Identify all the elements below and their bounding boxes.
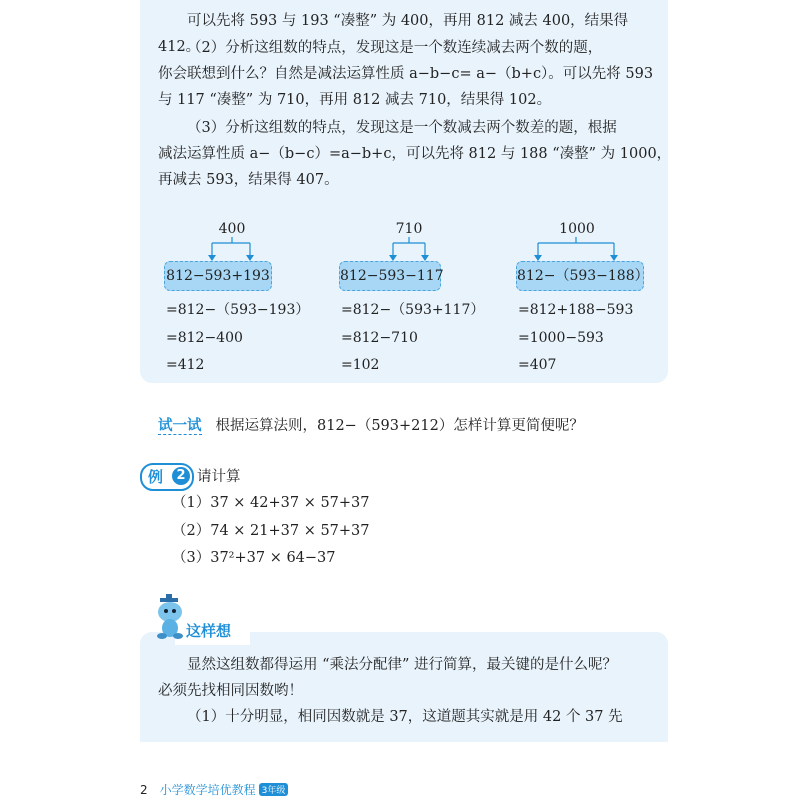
calc-diagram-3 — [514, 215, 684, 380]
expression-box: 812−（593−188） — [516, 261, 644, 291]
calc-diagram-1 — [162, 215, 332, 380]
page-number: 2 — [140, 783, 148, 797]
rounded-sum: 400 — [218, 221, 246, 237]
calc-step: =812−（593−193） — [166, 302, 310, 318]
calc-step: =412 — [166, 357, 205, 373]
rounded-sum: 1000 — [559, 221, 595, 237]
problem-item: （2）74 × 21+37 × 57+37 — [172, 522, 370, 539]
try-it-question: 根据运算法则，812−（593+212）怎样计算更简便呢？ — [215, 418, 584, 434]
calc-steps — [518, 297, 633, 380]
grade-badge: 3年级 — [259, 783, 289, 796]
book-title: 小学数学培优教程 — [159, 783, 256, 797]
calc-step: =812−（593+117） — [341, 302, 485, 318]
solution-paragraph-1: 可以先将 593 与 193 “凑整” 为 400，再用 812 减去 400，结果得 412。 — [158, 13, 629, 55]
example-badge — [140, 463, 194, 491]
page-footer — [140, 781, 288, 798]
calc-step: =1000−593 — [518, 329, 604, 346]
calc-step: =102 — [341, 357, 380, 373]
calc-diagram-2 — [337, 215, 507, 380]
calc-step: =407 — [518, 357, 557, 373]
think-paragraph: 显然这组数都得运用 “乘法分配律” 进行简算，最关键的是什么呢？ 必须先找相同因数哟！ （1）十分明显，相同因数就是 37，这道题其实就是用 42 个 37 先 — [158, 657, 623, 725]
expression-box: 812−593+193 — [164, 261, 272, 291]
calc-steps — [166, 297, 309, 380]
solution-paragraph-3: （3）分析这组数的特点，发现这是一个数减去两个数差的题，根据 减法运算性质 a−（b−c）=a−b+c，可以先将 812 与 188 “凑整” 为 1000， 再减去 593，结果得 407。 — [158, 120, 672, 188]
example-number: 2 — [172, 467, 190, 485]
problem-item: （1）37 × 42+37 × 57+37 — [172, 495, 370, 511]
problem-item: （3）37²+37 × 64−37 — [172, 550, 336, 566]
think-title: 这样想 — [186, 622, 232, 640]
dolphin-mascot-icon — [152, 592, 186, 640]
solution-paragraph-2: （2）分析这组数的特点，发现这是一个数连续减去两个数的题， 你会联想到什么？自然是减法运算性质 a−b−c= a−（b+c）。可以先将 593 与 117 “凑整” 为 710，再用 812 减去 710，结果得 102。 — [158, 40, 654, 108]
calc-steps — [341, 297, 484, 380]
example-title: 请计算 — [197, 469, 241, 485]
rounded-sum: 710 — [395, 221, 423, 237]
try-it-label: 试一试 — [158, 418, 202, 434]
try-it-section — [158, 414, 584, 435]
calc-step: =812−400 — [166, 329, 243, 346]
example-word: 例 — [148, 468, 164, 486]
expression-box: 812−593−117 — [339, 261, 441, 291]
example-problems — [172, 490, 370, 573]
calc-step: =812−710 — [341, 329, 418, 346]
calc-step: =812+188−593 — [518, 302, 634, 318]
